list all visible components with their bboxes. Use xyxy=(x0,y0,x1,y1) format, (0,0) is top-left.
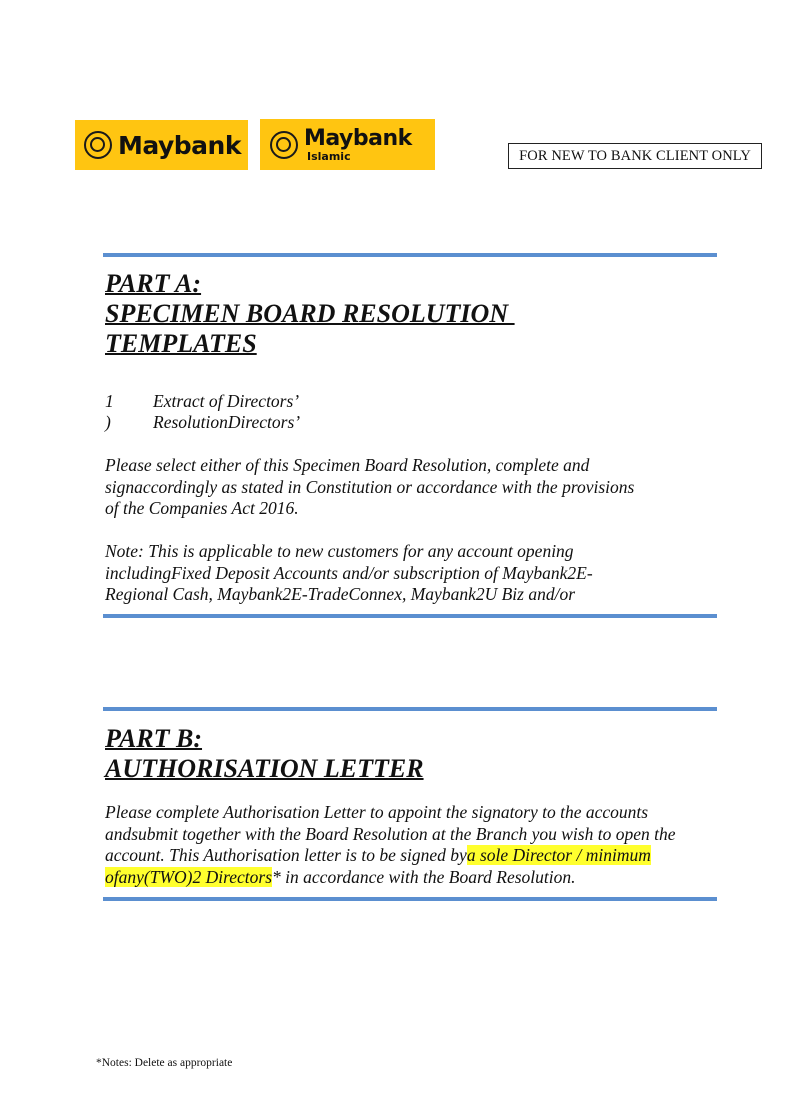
logo-brand-text: Maybank xyxy=(118,130,241,160)
list-marker: ) xyxy=(105,412,111,432)
tiger-emblem-icon xyxy=(84,131,112,159)
section-divider xyxy=(103,897,717,901)
logo-text-group xyxy=(304,125,412,163)
text-line xyxy=(105,845,735,867)
part-b-paragraph xyxy=(105,802,735,888)
maybank-islamic-logo xyxy=(260,119,435,170)
part-a-note xyxy=(105,541,725,606)
logo-brand-text: Maybank xyxy=(304,125,412,151)
part-a-title-line2: TEMPLATES xyxy=(105,329,257,358)
text-line: Regional Cash, Maybank2E-TradeConnex, Maybank2U Biz and/or xyxy=(105,584,576,604)
section-divider xyxy=(103,253,717,257)
part-b-title: AUTHORISATION LETTER xyxy=(105,754,424,783)
text-line: signaccordingly as stated in Constitution or accordance with the provisions xyxy=(105,476,635,497)
highlighted-text: a sole Director / minimum xyxy=(466,845,651,865)
text-span: * in accordance with the Board Resolution. xyxy=(272,866,576,887)
part-a-title-line1: SPECIMEN BOARD RESOLUTION xyxy=(105,299,515,328)
maybank-logo xyxy=(75,120,248,170)
text-line: Note: This is applicable to new customers for any account opening xyxy=(105,541,574,561)
tiger-emblem-icon xyxy=(270,131,298,159)
text-line: of the Companies Act 2016. xyxy=(105,498,299,518)
text-line: includingFixed Deposit Accounts and/or subscription of Maybank2E- xyxy=(105,562,593,583)
highlighted-text: ofany(TWO)2 Directors xyxy=(105,866,273,887)
section-divider xyxy=(103,707,717,711)
logo-subtitle: Islamic xyxy=(307,149,351,163)
text-line xyxy=(105,867,735,889)
list-text: ResolutionDirectors’ xyxy=(153,412,301,432)
part-a-label: PART A: xyxy=(105,269,202,298)
footnote: *Notes: Delete as appropriate xyxy=(96,1057,233,1069)
list-text: Extract of Directors’ xyxy=(153,391,300,411)
list-item xyxy=(105,412,300,433)
list-marker: 1 xyxy=(105,391,114,411)
part-a-instructions xyxy=(105,455,725,520)
text-line: Please complete Authorisation Letter to appoint the signatory to the accounts xyxy=(105,802,649,822)
part-a-heading xyxy=(105,269,515,359)
text-line: andsubmit together with the Board Resolution at the Branch you wish to open the xyxy=(105,823,676,844)
list-item xyxy=(105,391,299,412)
client-notice-box: FOR NEW TO BANK CLIENT ONLY xyxy=(508,143,762,169)
text-span: account. This Authorisation letter is to be signed by xyxy=(105,845,467,865)
text-line: Please select either of this Specimen Board Resolution, complete and xyxy=(105,455,590,475)
section-divider xyxy=(103,614,717,618)
part-b-label: PART B: xyxy=(105,724,203,753)
part-b-heading xyxy=(105,724,424,784)
